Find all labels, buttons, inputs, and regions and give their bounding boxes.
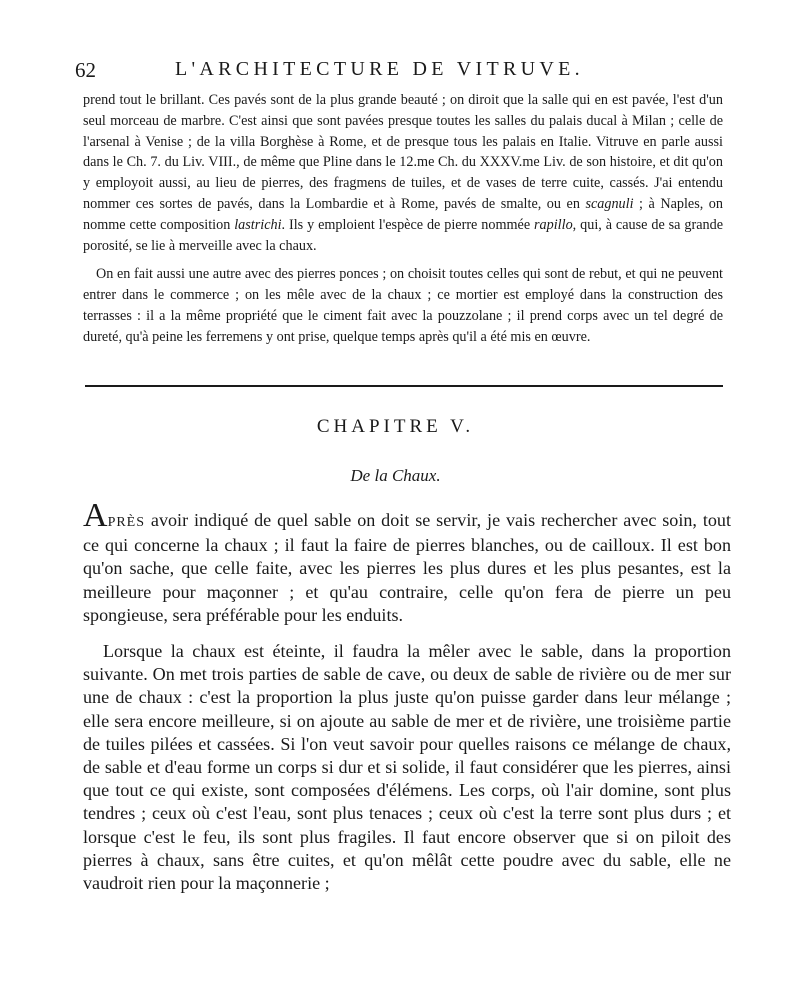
drop-cap: A [83,497,108,534]
note-text: , qui, à cause de sa grande porosité, se lie à merveille avec la chaux. [83,216,723,254]
body-paragraph: Lorsque la chaux est éteinte, il faudra la mêler avec le sable, dans la proportion suivante. On met trois parties de sable de cave, ou deux de sable de rivière ou de mer sur une de chaux : c'est la proportion la plus juste qu'on puisse garder dans leur mélange ; elle sera encore meilleure, si on ajoute au sable de mer et de rivière, une troisième partie de tuiles pilées et cassées. Si l'on veut savoir pour quelles raisons ce mélange de chaux, de sable et d'eau forme un corps si dur et si solide, il faut considérer que les pierres, ainsi que tout ce qui existe, sont composées d'élémens. Les corps, où l'air domine, sont plus tendres ; ceux où c'est l'eau, sont plus tenaces ; ceux où c'est la terre sont plus durs ; et lorsque c'est le feu, ils sont plus fragiles. Il faut encore observer que si on piloit des pierres à chaux, sans être cuites, et qu'on mêlât cette poudre avec du sable, elle ne vaudroit rien pour la maçonnerie ; [83,641,731,894]
note-text: prend tout le brillant. Ces pavés sont de la plus grande beauté ; on diroit que la salle qui en est pavée, l'est d'un seul morceau de marbre. C'est ainsi que sont pavées presque toutes les salles du palais ducal à Milan ; celle de l'arsenal à Venise ; de la villa Borghèse à Rome, et de presque tous les palais en Italie. Vitruve en parle aussi dans le Ch. 7. du Liv. VIII., de même que Pline dans le 12.me Ch. du XXXV.me Liv. de son histoire, et dit qu'on y employoit aussi, au lieu de pierres, des fragmens de tuiles, et de vases de terre cuite, cassés. J'ai entendu nommer ces sortes de pavés, dans la Lombardie et à Rome, pavés de smalte, ou en [83,92,723,212]
note-term: rapillo [534,216,573,233]
note-paragraph [83,90,723,256]
running-title: L'ARCHITECTURE DE VITRUVE. [175,58,584,80]
chapter-subtitle: De la Chaux. [350,466,441,485]
notes-section [83,90,723,348]
small-caps-word: PRÈS [107,515,146,530]
page-number: 62 [75,58,96,82]
chapter-title: CHAPITRE V. [316,416,475,437]
note-text: . Ils y emploient l'espèce de pierre nommée [281,216,535,233]
note-paragraph: On en fait aussi une autre avec des pierres ponces ; on choisit toutes celles qui sont de rebut, et qui ne peuvent entrer dans le commerce ; on les mêle avec de la chaux ; ce mortier est employé dans la construction des terrasses : il a la même propriété que le ciment fait avec la pouzzolane ; il prend corps avec un tel degré de dureté, qu'à peine les ferremens y ont prise, quelque temps après qu'il a été mis en œuvre. [83,266,723,345]
body-paragraph [83,497,731,627]
note-term: lastrichi [234,216,282,233]
note-text: ; à Naples, on nomme cette composition [83,195,723,233]
running-header [75,56,722,86]
section-divider [85,385,723,387]
note-term: scagnuli [585,195,634,212]
chapter-body [83,497,731,895]
body-text: avoir indiqué de quel sable on doit se servir, je vais rechercher avec soin, tout ce qui concerne la chaux ; il faut la faire de pierres blanches, ou de cailloux. Il est bon qu'on sache, que celle faite, avec les pierres les plus dures et les plus pesantes, est la meilleure pour maçonner ; et qu'au contraire, celle qu'on fera de pierre un peu spongieuse, sera préférable pour les enduits. [83,510,731,625]
